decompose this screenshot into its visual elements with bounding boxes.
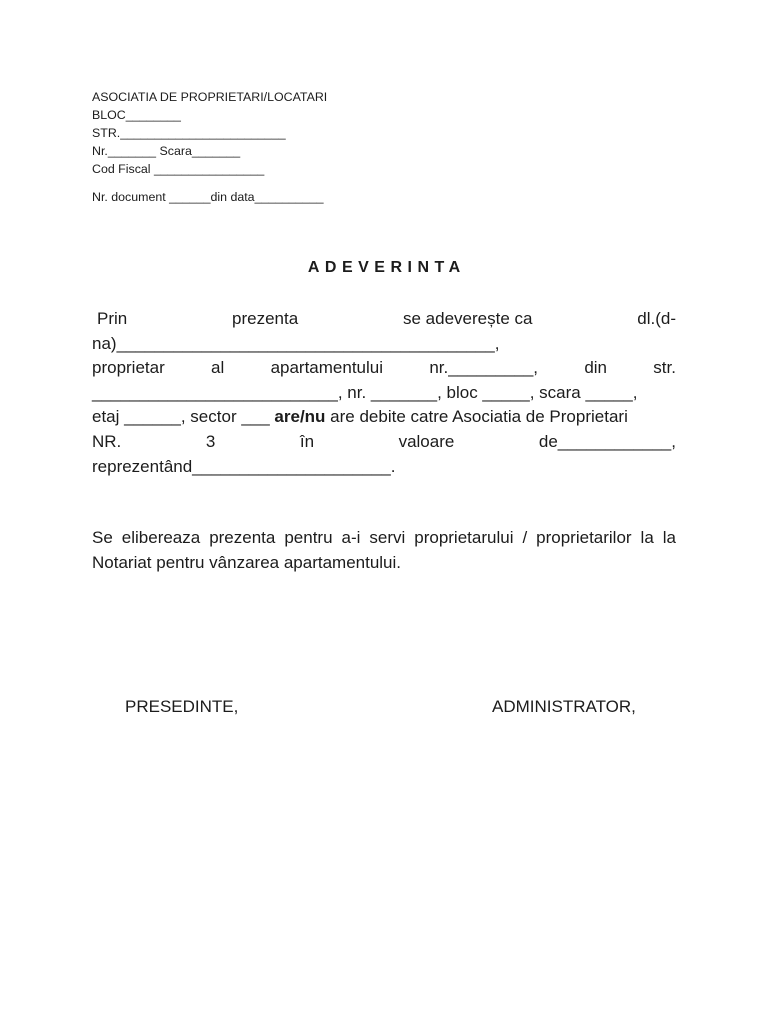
body-word: se adeverește ca: [403, 309, 533, 328]
body-word: în: [299, 431, 315, 451]
body-word: Prin: [97, 309, 128, 328]
body-line-4: __________________________, nr. _______, bloc _____, scara _____,: [92, 382, 638, 402]
body-word: apartamentului: [270, 358, 384, 378]
administrator-signature-label: ADMINISTRATOR,: [492, 697, 636, 716]
cod-fiscal-line: Cod Fiscal ________________: [92, 162, 265, 176]
nr-scara-line: Nr._______ Scara_______: [92, 144, 241, 158]
body-line-3: [92, 356, 676, 381]
body-word: NR.: [92, 431, 122, 451]
purpose-paragraph: Se elibereaza prezenta pentru a-i servi proprietarului / proprietarilor la la Notariat pentru vânzarea apartamentului.: [92, 528, 676, 572]
body-line-5-text: [92, 405, 628, 430]
body-word: nr._________,: [429, 358, 539, 378]
body-word: proprietar: [92, 358, 165, 378]
body-word: str.: [653, 358, 676, 378]
document-title: ADEVERINTA: [307, 259, 466, 276]
body-line-6: [92, 430, 676, 455]
body-word: 3: [205, 431, 216, 451]
body-line-1: [92, 307, 676, 332]
document-number-line: Nr. document ______din data__________: [92, 190, 324, 204]
president-signature-label: PRESEDINTE,: [125, 697, 239, 716]
body-line-5-start: etaj ______, sector ___: [92, 407, 275, 427]
body-line-7: reprezentând_____________________.: [92, 456, 396, 476]
body-line-2: na)________________________________________,: [92, 333, 500, 353]
body-word: prezenta: [232, 309, 299, 328]
body-line-5: [92, 405, 676, 430]
are-nu-option: are/nu: [274, 407, 326, 427]
certificate-paragraph: [92, 307, 676, 479]
body-word: valoare: [398, 431, 455, 451]
body-word: de____________,: [538, 431, 676, 451]
body-word: din: [584, 358, 607, 378]
association-header: [92, 88, 327, 206]
body-line-5-end: are debite catre Asociatia de Proprietari: [325, 407, 628, 427]
street-line: STR.________________________: [92, 126, 286, 140]
association-name: ASOCIATIA DE PROPRIETARI/LOCATARI: [92, 90, 328, 104]
body-word: al: [211, 358, 225, 378]
body-word: dl.(d-: [637, 309, 676, 328]
bloc-line: BLOC________: [92, 108, 181, 122]
